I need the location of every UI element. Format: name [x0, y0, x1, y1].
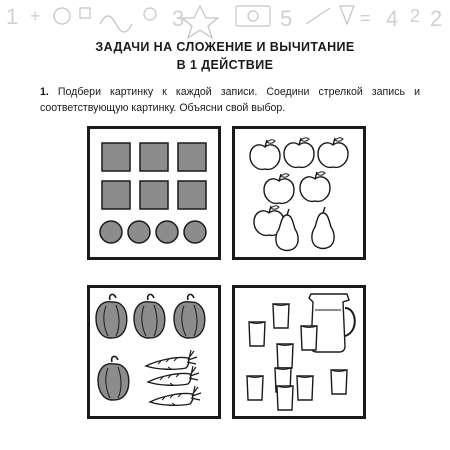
- pepper-icon: [134, 294, 165, 338]
- squares-circles-illustration: [90, 129, 218, 257]
- card-squares-circles[interactable]: [87, 126, 221, 260]
- card-jug-glasses[interactable]: [232, 285, 366, 419]
- glass-icon: [297, 376, 313, 400]
- square-shape: [140, 143, 168, 171]
- glass-icon: [247, 376, 263, 400]
- apple-icon: [264, 174, 294, 204]
- doodle-digit: 1: [6, 4, 19, 29]
- doodle-digit: 5: [280, 6, 293, 31]
- circle-shape: [156, 221, 178, 243]
- decorative-doodle-band: [0, 0, 450, 40]
- square-shape: [102, 143, 130, 171]
- card-peppers-carrots[interactable]: [87, 285, 221, 419]
- page-title: [0, 38, 450, 74]
- doodle-digit: +: [30, 6, 41, 26]
- carrot-icon: [150, 386, 201, 405]
- glass-icon: [277, 344, 293, 368]
- title-line-2: В 1 ДЕЙСТВИЕ: [176, 58, 274, 72]
- peppers-carrots-illustration: [90, 288, 218, 416]
- glass-icon: [249, 322, 265, 346]
- doodle-digit: 3: [172, 6, 185, 31]
- carrot-icon: [146, 350, 197, 369]
- pepper-icon: [96, 294, 127, 338]
- doodle-digit: 2: [410, 6, 421, 26]
- circle-shape: [128, 221, 150, 243]
- glass-icon: [331, 370, 347, 394]
- apple-icon: [284, 138, 314, 168]
- glass-icon: [273, 304, 289, 328]
- square-shape: [102, 181, 130, 209]
- task-instruction: Подбери картинку к каждой записи. Соедини стрелкой запись и соответствующую картинку. Объясни свой выбор.: [40, 86, 420, 114]
- task-text: [40, 85, 420, 116]
- square-shape: [178, 181, 206, 209]
- doodle-digit: 4: [386, 6, 399, 31]
- pepper-icon: [174, 294, 205, 338]
- pepper-icon: [98, 356, 129, 400]
- doodle-digit: =: [360, 8, 371, 28]
- circle-shape: [184, 221, 206, 243]
- apple-icon: [300, 172, 330, 202]
- square-shape: [140, 181, 168, 209]
- jug-glasses-illustration: [235, 288, 363, 416]
- task-number: 1.: [40, 86, 49, 98]
- square-shape: [178, 143, 206, 171]
- circle-shape: [100, 221, 122, 243]
- apples-pears-illustration: [235, 129, 363, 257]
- doodle-digit: 2: [430, 6, 443, 31]
- title-line-1: ЗАДАЧИ НА СЛОЖЕНИЕ И ВЫЧИТАНИЕ: [95, 40, 355, 54]
- glass-icon: [301, 326, 317, 350]
- apple-icon: [318, 138, 348, 168]
- pear-icon: [312, 207, 334, 249]
- glass-icon: [277, 386, 293, 410]
- card-apples-pears[interactable]: [232, 126, 366, 260]
- apple-icon: [250, 140, 280, 170]
